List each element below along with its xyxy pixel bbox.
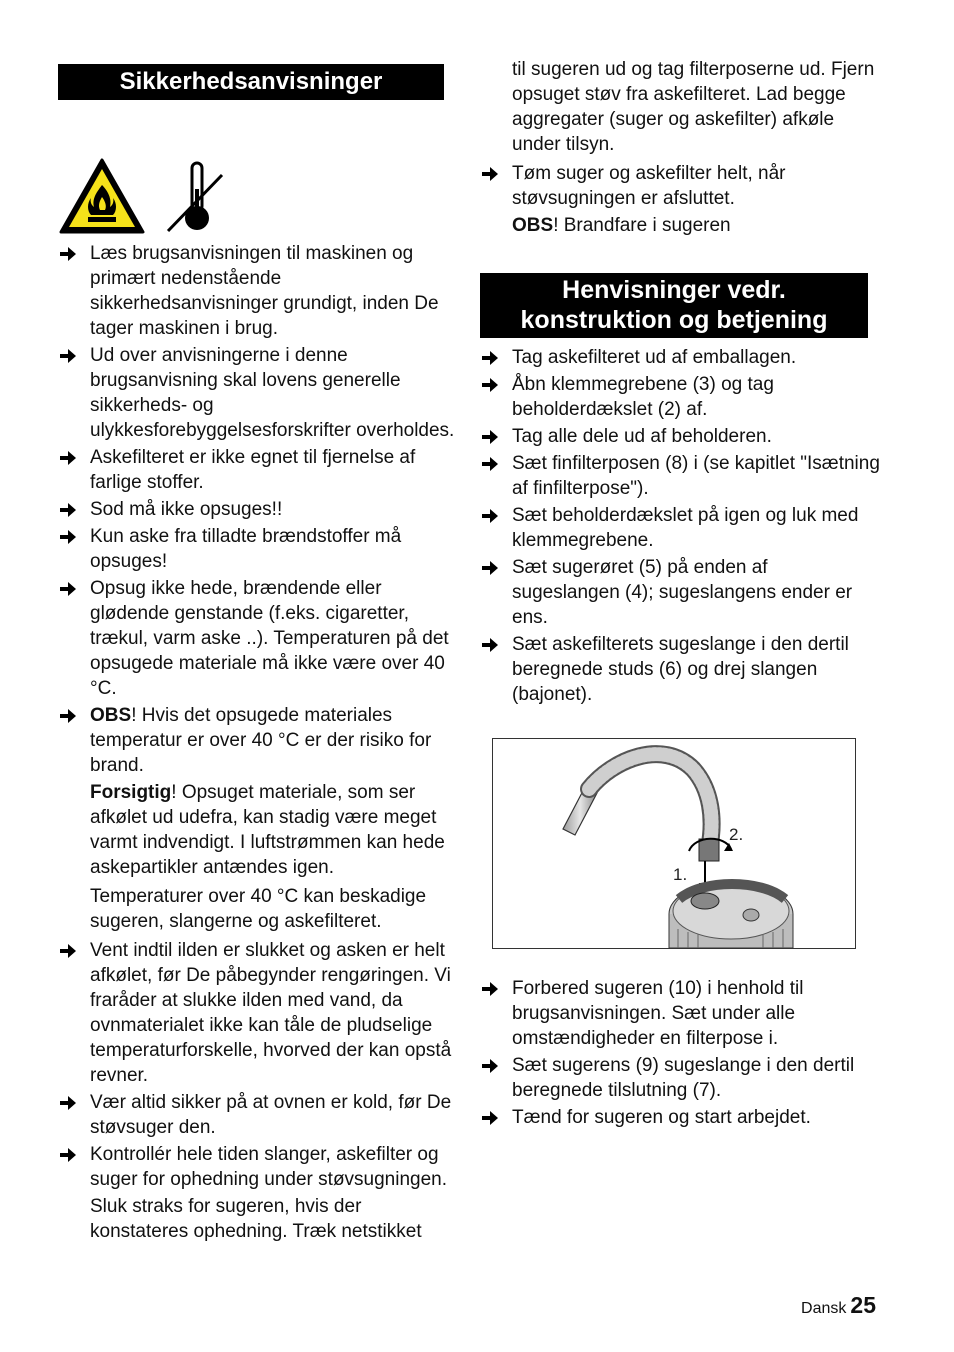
arrow-bullet-icon [482, 378, 498, 392]
warning-icons [58, 157, 458, 237]
page-footer [801, 1292, 876, 1319]
arrow-bullet-icon [60, 582, 76, 596]
safety-list-continued [58, 938, 458, 1192]
list-item: Kun aske fra tilladte brændstoffer må opsuges! [58, 524, 458, 574]
page-number: 25 [850, 1292, 876, 1318]
bold-label: Forsigtig [90, 782, 172, 803]
list-item: Opsug ikke hede, brændende eller glødende genstande (f.eks. cigaretter, trækul, varm aske ..). Temperaturen på det opsugede materiale må ikke være over 40 °C. [58, 576, 458, 701]
left-column [58, 64, 458, 1248]
bold-label: OBS [512, 215, 554, 236]
arrow-bullet-icon [60, 1148, 76, 1162]
safety-heading: Sikkerhedsanvisninger [58, 64, 444, 100]
no-cold-thermometer-icon [166, 159, 226, 235]
list-item: Vent indtil ilden er slukket og asken er helt afkølet, før De påbegynder rengøringen. Vi fraråder at slukke ilden med vand, da ovnmaterialet ikke kan tåle de pludselige temperaturforskelle, hvorved der kan opstå revner. [58, 938, 458, 1088]
bold-label: OBS [90, 705, 132, 726]
arrow-bullet-icon [60, 451, 76, 465]
list-item: Askefilteret er ikke egnet til fjernelse af farlige stoffer. [58, 445, 458, 495]
list-item: Tænd for sugeren og start arbejdet. [480, 1105, 880, 1130]
list-item: OBS! Hvis det opsugede materiales temperatur er over 40 °C er der risiko for brand. [58, 703, 458, 778]
list-item: Kontrollér hele tiden slanger, askefilter og suger for ophedning under støvsugningen. [58, 1142, 458, 1192]
list-item: Sæt sugerøret (5) på enden af sugeslangen (4); sugeslangens ender er ens. [480, 555, 880, 630]
caution-note: Forsigtig! Opsuget materiale, som ser afkølet ud udefra, kan stadig være meget varmt indvendigt. I luftstrømmen kan hede askepartikler antændes igen. [90, 782, 445, 878]
arrow-bullet-icon [482, 509, 498, 523]
arrow-bullet-icon [482, 457, 498, 471]
flame-warning-icon [58, 157, 146, 235]
fire-risk-note: OBS! Brandfare i sugeren [512, 215, 731, 236]
arrow-bullet-icon [60, 1096, 76, 1110]
list-item: Sæt sugerens (9) sugeslange i den dertil beregnede tilslutning (7). [480, 1053, 880, 1103]
list-item: Sæt finfilterposen (8) i (se kapitlet "Isætning af finfilterpose"). [480, 451, 880, 501]
right-column [480, 57, 880, 1132]
arrow-bullet-icon [60, 944, 76, 958]
arrow-bullet-icon [60, 530, 76, 544]
hose-connection-figure [492, 738, 856, 949]
list-item: Læs brugsanvisningen til maskinen og primært nedenstående sikkerhedsanvisninger grundigt, inden De tager maskinen i brug. [58, 241, 458, 341]
operation-list [480, 976, 880, 1130]
arrow-bullet-icon [60, 349, 76, 363]
list-item: Sæt askefilterets sugeslange i den dertil beregnede studs (6) og drej slangen (bajonet). [480, 632, 880, 707]
arrow-bullet-icon [482, 430, 498, 444]
list-item: Tag alle dele ud af beholderen. [480, 424, 880, 449]
arrow-bullet-icon [482, 1111, 498, 1125]
list-item: Vær altid sikker på at ovnen er kold, før De støvsuger den. [58, 1090, 458, 1140]
arrow-bullet-icon [60, 503, 76, 517]
list-item: Åbn klemmegrebene (3) og tag beholderdækslet (2) af. [480, 372, 880, 422]
list-item: Tag askefilteret ud af emballagen. [480, 345, 880, 370]
temperature-note: Temperaturer over 40 °C kan beskadige sugeren, slangerne og askefilteret. [90, 886, 427, 932]
arrow-bullet-icon [60, 709, 76, 723]
arrow-bullet-icon [482, 638, 498, 652]
list-item: Ud over anvisningerne i denne brugsanvisning skal lovens generelle sikkerheds- og ulykkesforebyggelsesforskrifter overholdes. [58, 343, 458, 443]
safety-list [58, 241, 458, 778]
figure-label-1: 1. [673, 865, 688, 884]
empty-list [480, 161, 880, 211]
overheat-note: Sluk straks for sugeren, hvis der konstateres ophedning. Træk netstikket [90, 1196, 422, 1242]
construction-heading: Henvisninger vedr. konstruktion og betjening [480, 273, 868, 338]
arrow-bullet-icon [482, 351, 498, 365]
hose-illustration [493, 739, 855, 948]
arrow-bullet-icon [482, 167, 498, 181]
arrow-bullet-icon [482, 982, 498, 996]
list-item: Sæt beholderdækslet på igen og luk med klemmegrebene. [480, 503, 880, 553]
continuation-text: til sugeren ud og tag filterposerne ud. Fjern opsuget støv fra askefilteret. Lad begge aggregater (suger og askefilter) afkøle under tilsyn. [512, 59, 875, 155]
arrow-bullet-icon [482, 1059, 498, 1073]
assembly-list [480, 345, 880, 707]
arrow-bullet-icon [60, 247, 76, 261]
list-item: Forbered sugeren (10) i henhold til brugsanvisningen. Sæt under alle omstændigheder en filterpose i. [480, 976, 880, 1051]
figure-label-2: 2. [729, 825, 744, 844]
list-item: Sod må ikke opsuges!! [58, 497, 458, 522]
list-item: Tøm suger og askefilter helt, når støvsugningen er afsluttet. [480, 161, 880, 211]
arrow-bullet-icon [482, 561, 498, 575]
footer-language: Dansk [801, 1300, 847, 1317]
